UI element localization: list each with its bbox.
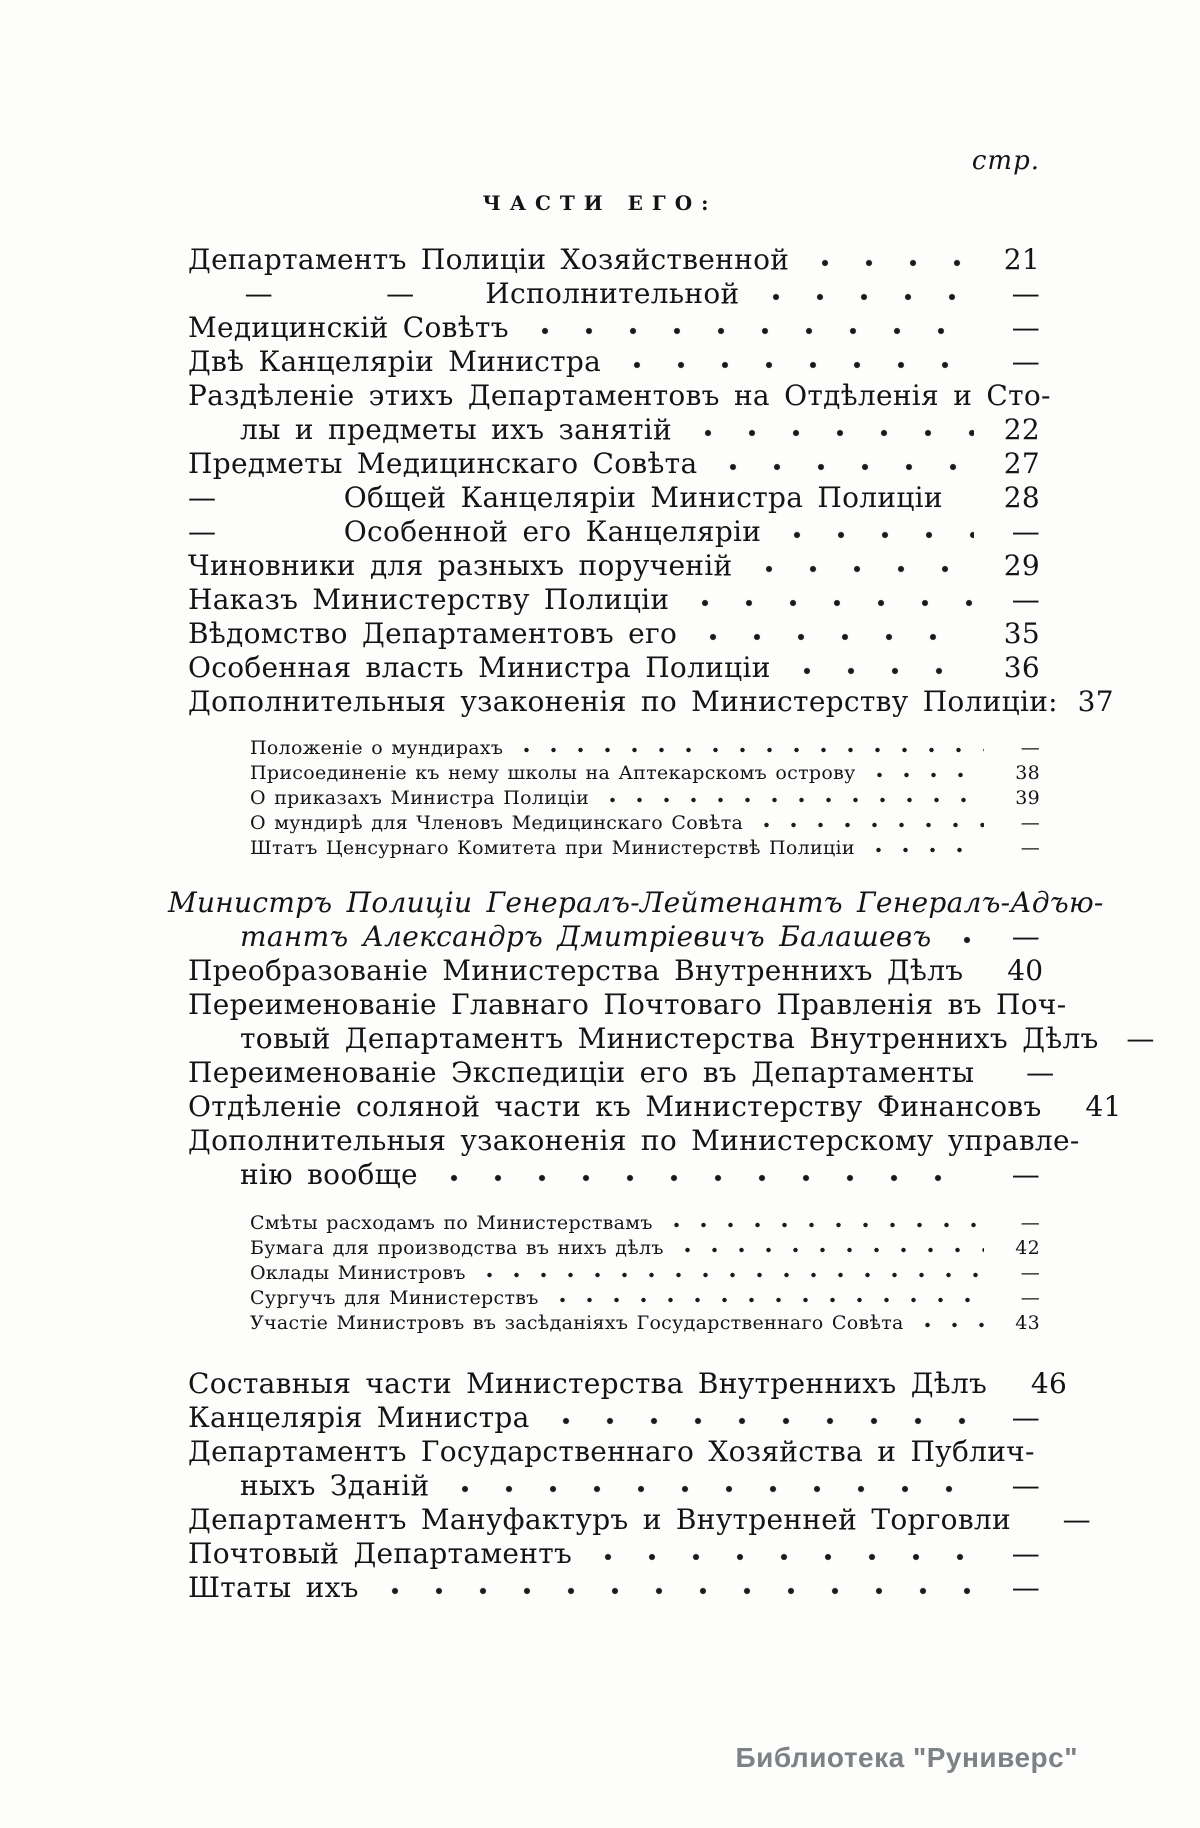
- toc-row: [188, 514, 1040, 548]
- dot-leader: [914, 1322, 984, 1328]
- entry-page-number: 29: [1003, 549, 1040, 582]
- toc-row: [188, 919, 1040, 953]
- dot-leader: [775, 531, 974, 539]
- toc-row: [188, 242, 1040, 276]
- entry-title: ныхъ Зданій: [240, 1469, 430, 1502]
- dot-leader: [753, 822, 984, 828]
- entry-title: — — Исполнительной: [188, 277, 740, 310]
- dot-leader: [663, 1222, 984, 1228]
- toc-row: [250, 784, 1040, 809]
- toc-row: [188, 1021, 1155, 1055]
- entry-page-number: 27: [1003, 447, 1040, 480]
- dot-leader: [691, 633, 974, 641]
- toc-row: [188, 1468, 1040, 1502]
- toc-block-main-1: [188, 242, 1114, 718]
- entry-title: Преобразованіе Министерства Внутреннихъ Дѣлъ: [188, 954, 964, 987]
- toc-row: [188, 1400, 1040, 1434]
- entry-title: Отдѣленіе соляной части къ Министерству Финансовъ: [188, 1090, 1042, 1123]
- dot-leader: [683, 599, 974, 607]
- toc-row: [188, 616, 1040, 650]
- toc-row: [188, 1502, 1091, 1536]
- entry-page-number: 38: [1015, 762, 1040, 784]
- entry-title: Медицинскій Совѣтъ: [188, 311, 509, 344]
- entry-page-number: —: [1011, 345, 1040, 378]
- entry-page-number: 40: [1007, 954, 1044, 987]
- entry-page-number: 39: [1015, 787, 1040, 809]
- toc-row: [188, 378, 1051, 412]
- entry-title: Сургучъ для Министерствъ: [250, 1287, 539, 1309]
- toc-row: [188, 582, 1040, 616]
- dot-leader: [747, 565, 975, 573]
- entry-title: лы и предметы ихъ занятій: [240, 413, 673, 446]
- entry-title: Штатъ Ценсурнаго Комитета при Министерствѣ Полиціи: [250, 837, 855, 859]
- entry-page-number: —: [1011, 1469, 1040, 1502]
- dot-leader: [865, 847, 984, 853]
- dot-leader: [711, 463, 974, 471]
- toc-block-sub-2: [188, 1209, 1040, 1334]
- dot-leader: [803, 259, 974, 267]
- entry-page-number: —: [1020, 1287, 1040, 1309]
- dot-leader: [476, 1272, 984, 1278]
- toc-row: [188, 1055, 1055, 1089]
- toc-row: [188, 310, 1040, 344]
- library-watermark: Библиотека "Руниверс": [735, 1742, 1078, 1773]
- entry-page-number: —: [1026, 1056, 1055, 1089]
- dot-leader: [686, 429, 974, 437]
- entry-title: Присоединеніе къ нему школы на Аптекарскомъ острову: [250, 762, 856, 784]
- entry-page-number: —: [1020, 737, 1040, 759]
- entry-title: Дополнительныя узаконенія по Министерству Полиціи:: [188, 685, 1058, 718]
- toc-row: [250, 1309, 1040, 1334]
- toc-row: [188, 1366, 1068, 1400]
- entry-page-number: —: [1020, 812, 1040, 834]
- entry-page-number: 35: [1003, 617, 1040, 650]
- entry-title: нію вообще: [240, 1158, 418, 1191]
- entry-title: Бумага для производства въ нихъ дѣлъ: [250, 1237, 664, 1259]
- entry-page-number: 37: [1077, 685, 1114, 718]
- entry-title: тантъ Александръ Дмитріевичъ Балашевъ: [240, 920, 932, 953]
- entry-title: Канцелярія Министра: [188, 1401, 530, 1434]
- dot-leader: [523, 327, 974, 335]
- toc-block-main-2: [168, 885, 1155, 1191]
- toc-row: [188, 1089, 1122, 1123]
- toc-row: [188, 548, 1040, 582]
- toc-row: [168, 885, 1104, 919]
- toc-row: [188, 953, 1044, 987]
- entry-page-number: 36: [1003, 651, 1040, 684]
- dot-leader: [674, 1247, 984, 1253]
- toc-row: [188, 446, 1040, 480]
- toc-row: [250, 759, 1040, 784]
- entry-title: О мундирѣ для Членовъ Медицинскаго Совѣта: [250, 812, 744, 834]
- entry-page-number: —: [1011, 920, 1040, 953]
- entry-page-number: 46: [1030, 1367, 1068, 1400]
- toc-row: [188, 276, 1040, 310]
- entry-page-number: —: [1011, 277, 1040, 310]
- entry-title: Переименованіе Экспедиціи его въ Департаменты: [188, 1056, 975, 1089]
- entry-page-number: —: [1011, 1571, 1040, 1604]
- entry-title: Предметы Медицинскаго Совѣта: [188, 447, 698, 480]
- entry-title: Составныя части Министерства Внутреннихъ Дѣлъ: [188, 1367, 988, 1400]
- entry-title: Вѣдомство Департаментовъ его: [188, 617, 678, 650]
- toc-row: [188, 684, 1114, 718]
- toc-row: [188, 1123, 1080, 1157]
- entry-page-number: 43: [1015, 1312, 1040, 1334]
- entry-page-number: 41: [1085, 1090, 1122, 1123]
- page-column-label: стр.: [971, 146, 1040, 176]
- entry-title: Департаментъ Государственнаго Хозяйства и Публич-: [188, 1435, 1035, 1468]
- entry-page-number: —: [1062, 1503, 1091, 1536]
- toc-row: [250, 1259, 1040, 1284]
- entry-title: Министръ Полиціи Генералъ-Лейтенантъ Генералъ-Адъю-: [168, 886, 1104, 919]
- toc-row: [250, 1284, 1040, 1309]
- entry-page-number: —: [1126, 1022, 1155, 1055]
- toc-block-sub-1: [188, 734, 1040, 859]
- toc-row: [188, 1157, 1040, 1191]
- toc-row: [188, 987, 1067, 1021]
- entry-title: Смѣты расходамъ по Министерствамъ: [250, 1212, 653, 1234]
- toc-row: [250, 1234, 1040, 1259]
- dot-leader: [957, 497, 974, 505]
- dot-leader: [599, 797, 984, 803]
- entry-page-number: —: [1011, 515, 1040, 548]
- toc-row: [188, 480, 1040, 514]
- toc-row: [188, 344, 1040, 378]
- entry-title: товый Департаментъ Министерства Внутреннихъ Дѣлъ: [240, 1022, 1099, 1055]
- entry-title: Штаты ихъ: [188, 1571, 359, 1604]
- dot-leader: [443, 1485, 974, 1493]
- entry-title: Департаментъ Полиціи Хозяйственной: [188, 243, 790, 276]
- entry-title: Департаментъ Мануфактуръ и Внутренней Торговли: [188, 1503, 1011, 1536]
- dot-leader: [373, 1587, 974, 1595]
- toc-block-main-3: [188, 1366, 1091, 1604]
- dot-leader: [432, 1174, 974, 1182]
- entry-title: Раздѣленіе этихъ Департаментовъ на Отдѣленія и Сто-: [188, 379, 1051, 412]
- entry-title: Двѣ Канцеляріи Министра: [188, 345, 602, 378]
- entry-page-number: —: [1020, 1212, 1040, 1234]
- section-heading: ЧАСТИ ЕГО:: [482, 191, 718, 215]
- toc-row: [250, 1209, 1040, 1234]
- entry-page-number: 28: [1003, 481, 1040, 514]
- entry-page-number: —: [1011, 1158, 1040, 1191]
- dot-leader: [785, 667, 974, 675]
- entry-title: Почтовый Департаментъ: [188, 1537, 573, 1570]
- dot-leader: [544, 1417, 974, 1425]
- entry-title: Особенная власть Министра Полиціи: [188, 651, 771, 684]
- entry-title: Оклады Министровъ: [250, 1262, 466, 1284]
- entry-title: — Особенной его Канцеляріи: [188, 515, 762, 548]
- toc-row: [188, 1434, 1040, 1468]
- dot-leader: [549, 1297, 984, 1303]
- toc-row: [188, 1570, 1040, 1604]
- entry-page-number: 42: [1015, 1237, 1040, 1259]
- entry-page-number: 22: [1003, 413, 1040, 446]
- entry-title: Дополнительныя узаконенія по Министерскому управле-: [188, 1124, 1080, 1157]
- dot-leader: [586, 1553, 974, 1561]
- toc-row: [188, 650, 1040, 684]
- toc-row: [250, 734, 1040, 759]
- dot-leader: [945, 936, 974, 944]
- entry-page-number: —: [1011, 1401, 1040, 1434]
- toc-list: [168, 242, 1155, 1604]
- dot-leader: [513, 747, 984, 753]
- entry-page-number: —: [1011, 1537, 1040, 1570]
- toc-row: [250, 809, 1040, 834]
- dot-leader: [754, 293, 974, 301]
- entry-title: Чиновники для разныхъ порученій: [188, 549, 733, 582]
- entry-title: — Общей Канцеляріи Министра Полиціи: [188, 481, 943, 514]
- entry-title: Участіе Министровъ въ засѣданіяхъ Государственнаго Совѣта: [250, 1312, 904, 1334]
- toc-row: [188, 412, 1040, 446]
- dot-leader: [866, 772, 984, 778]
- entry-title: Переименованіе Главнаго Почтоваго Правленія въ Поч-: [188, 988, 1067, 1021]
- entry-page-number: —: [1011, 311, 1040, 344]
- entry-page-number: —: [1020, 837, 1040, 859]
- entry-page-number: —: [1020, 1262, 1040, 1284]
- entry-page-number: 21: [1003, 243, 1040, 276]
- toc-row: [188, 1536, 1040, 1570]
- entry-page-number: —: [1011, 583, 1040, 616]
- entry-title: Наказъ Министерству Полиціи: [188, 583, 670, 616]
- toc-row: [250, 834, 1040, 859]
- entry-title: Положеніе о мундирахъ: [250, 737, 504, 759]
- entry-title: О приказахъ Министра Полиціи: [250, 787, 590, 809]
- dot-leader: [615, 361, 974, 369]
